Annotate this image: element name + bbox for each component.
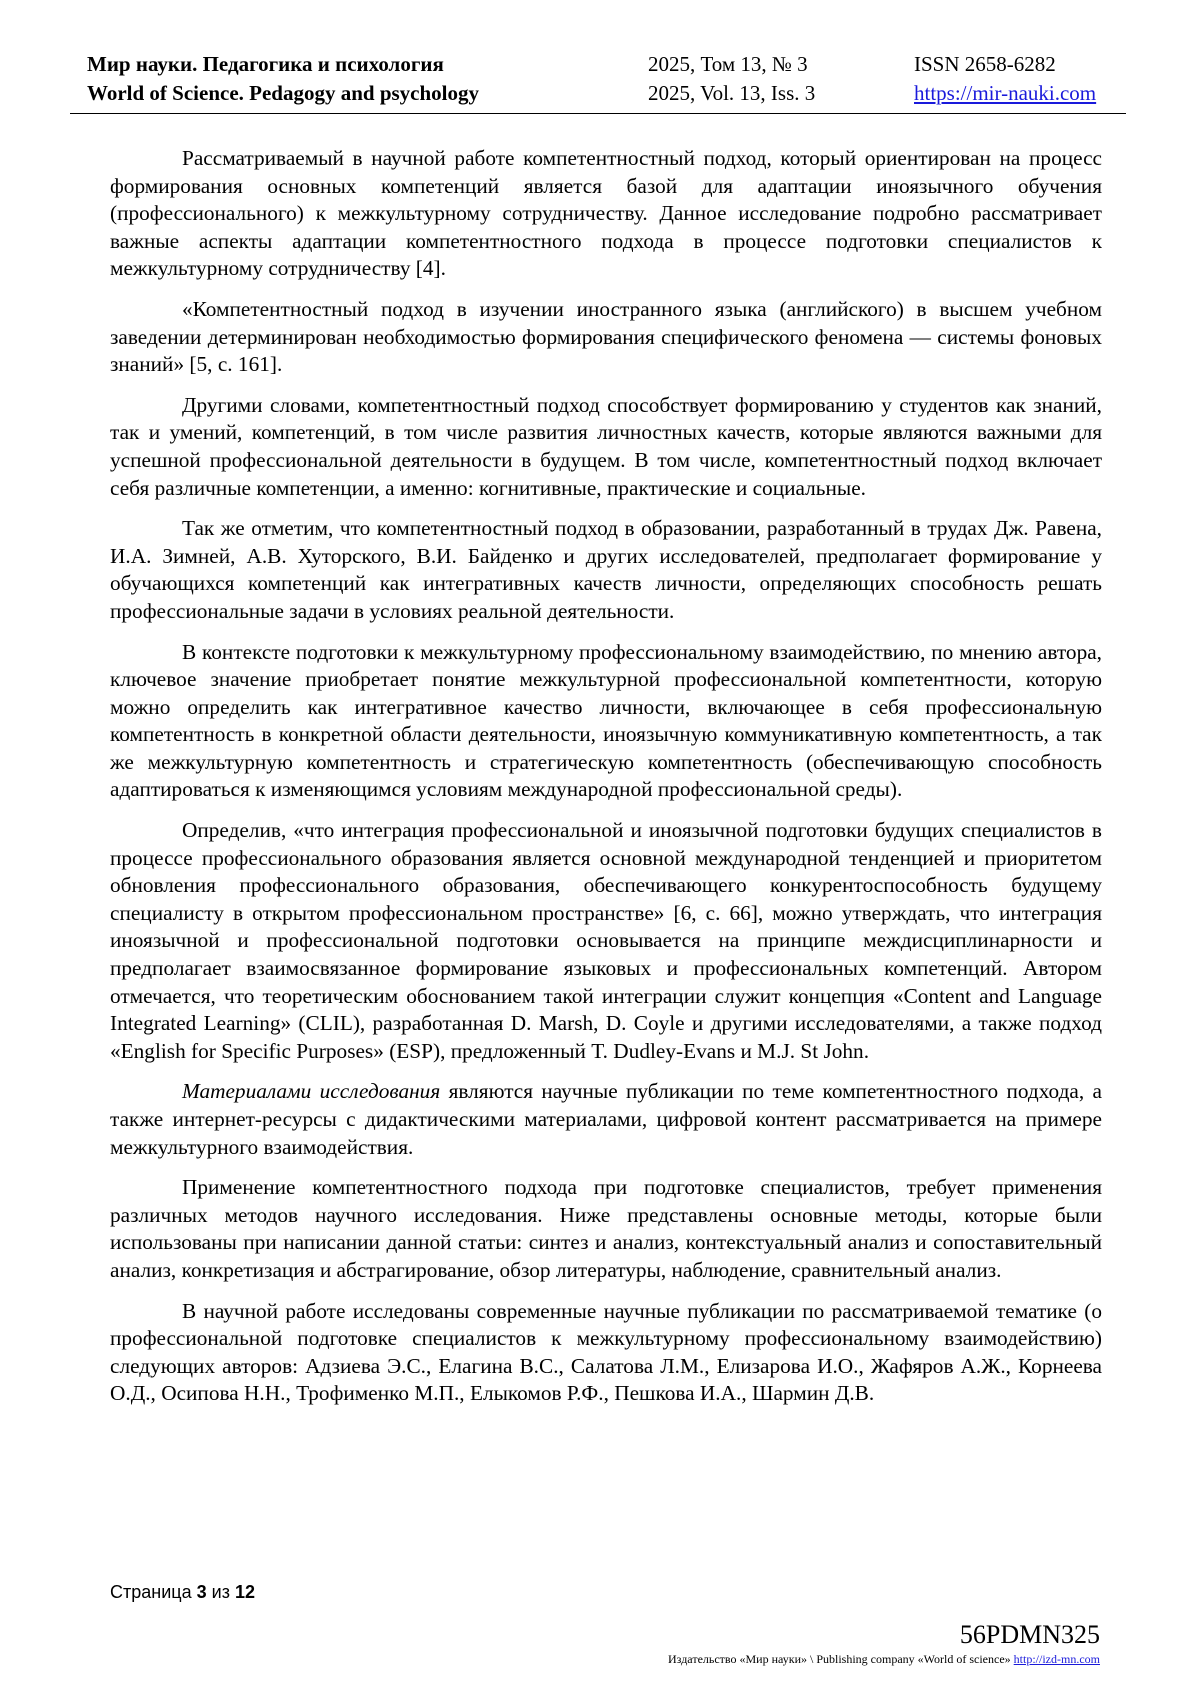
materials-text: являются научные публикации по теме компетентностного подхода, а также интернет-ресурсы с дидактическими материалами, цифровой контент рассматривается на примере межкультурного взаимодействия.: [110, 1079, 1102, 1159]
issn: ISSN 2658-6282: [914, 52, 1056, 76]
journal-title-en: World of Science. Pedagogy and psychology: [87, 81, 480, 105]
paragraph: В контексте подготовки к межкультурному профессиональному взаимодействию, по мнению автора, ключевое значение приобретает понятие межкультурной профессиональной компетентности, которую можно определить как интегративное качество личности, включающее в себя профессиональную компетентность в конкретной области деятельности, иноязычную коммуникативную компетентность, а так же межкультурную компетентность и стратегическую компетентность (обеспечивающую способность адаптироваться к изменяющимся условиям международной профессиональной среды).: [110, 639, 1102, 802]
paragraph: Определив, «что интеграция профессиональной и иноязычной подготовки будущих специалистов в процессе профессионального образования является основной международной тенденцией и приоритетом обновления профессионального образования, обеспечивающего конкурентоспособность будущему специалисту в открытом профессиональном пространстве» [6, с. 66], можно утверждать, что интеграция иноязычной и профессиональной подготовки основывается на принципе междисциплинарности и предполагает взаимосвязанное формирование языковых и профессиональных компетенций. Автором отмечается, что теоретическим обоснованием такой интеграции служит концепция «Content and Language Integrated Learning» (CLIL), разработанная D. Marsh, D. Coyle и другими исследователями, а также подход «English for Specific Purposes» (ESP), предложенный T. Dudley-Evans и M.J. St John.: [110, 818, 1102, 1063]
publisher-text: Издательство «Мир науки» \ Publishing company «World of science»: [668, 1652, 1014, 1666]
paragraph: В научной работе исследованы современные научные публикации по рассматриваемой тематике (о профессиональной подготовке специалистов к межкультурному профессиональному взаимодействию) следующих авторов: Адзиева Э.С., Елагина В.С., Салатова Л.М., Елизарова И.О., Жафяров А.Ж., Корнеева О.Д., Осипова Н.Н., Трофименко М.П., Елыкомов Р.Ф., Пешкова И.А., Шармин Д.В.: [110, 1298, 1102, 1406]
issue-en: 2025, Vol. 13, Iss. 3: [648, 81, 816, 105]
publisher-url-link[interactable]: http://izd-mn.com: [1013, 1652, 1100, 1666]
publisher-line: [668, 1652, 1100, 1667]
page-of: из: [211, 1582, 230, 1602]
article-body: [110, 145, 1102, 1421]
issue-ru: 2025, Том 13, № 3: [648, 52, 808, 76]
journal-header: [70, 50, 1126, 114]
page-current: 3: [196, 1582, 207, 1602]
article-code: 56PDMN325: [959, 1620, 1100, 1649]
paragraph: Другими словами, компетентностный подход способствует формированию у студентов как знаний, так и умений, компетенций, в том числе развития личностных качеств, которые являются важными для успешной профессиональной деятельности в будущем. В том числе, компетентностный подход включает себя различные компетенции, а именно: когнитивные, практические и социальные.: [110, 392, 1102, 500]
paragraph: Рассматриваемый в научной работе компетентностный подход, который ориентирован на процесс формирования основных компетенций является базой для адаптации иноязычного обучения (профессионального) к межкультурному сотрудничеству. Данное исследование подробно рассматривает важные аспекты адаптации компетентностного подхода в процессе подготовки специалистов к межкультурному сотрудничеству [4].: [110, 146, 1102, 281]
journal-title-block: [87, 50, 479, 108]
paragraph: Применение компетентностного подхода при подготовке специалистов, требует применения различных методов научного исследования. Ниже представлены основные методы, которые были использованы при написании данной статьи: синтез и анализ, контекстуальный анализ и сопоставительный анализ, конкретизация и абстрагирование, обзор литературы, наблюдение, сравнительный анализ.: [110, 1175, 1102, 1282]
issn-block: [914, 50, 1096, 108]
materials-paragraph: [110, 1078, 1102, 1161]
issue-block: [648, 50, 815, 108]
page-label: Страница: [110, 1582, 192, 1602]
page-number: [110, 1582, 255, 1603]
journal-title-ru: Мир науки. Педагогика и психология: [87, 52, 444, 76]
paragraph: «Компетентностный подход в изучении иностранного языка (английского) в высшем учебном заведении детерминирован необходимостью формирования специфического феномена — системы фоновых знаний» [5, с. 161].: [110, 296, 1102, 377]
materials-italic-lead: Материалами исследования: [182, 1079, 441, 1104]
page-total: 12: [234, 1582, 255, 1602]
journal-url-link[interactable]: https://mir-nauki.com: [914, 81, 1097, 105]
paragraph: Так же отметим, что компетентностный подход в образовании, разработанный в трудах Дж. Равена, И.А. Зимней, А.В. Хуторского, В.И. Байденко и других исследователей, предполагает формирование у обучающихся компетенций как интегративных качеств личности, определяющих способность решать профессиональные задачи в условиях реальной деятельности.: [110, 516, 1102, 623]
